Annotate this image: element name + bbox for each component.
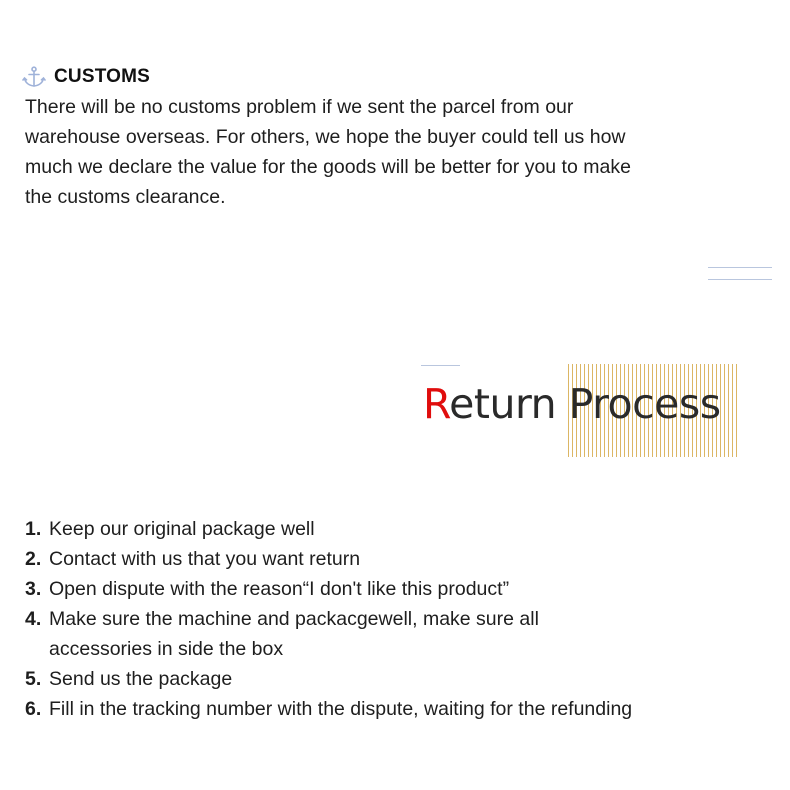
step-number: 1. (25, 518, 42, 540)
step-text: Keep our original package well (49, 518, 315, 540)
step-item (25, 604, 785, 634)
step-item (25, 664, 785, 694)
step-text: Send us the package (49, 668, 233, 690)
step-item (25, 514, 785, 544)
return-process-title (423, 380, 721, 428)
step-number: 4. (25, 608, 42, 630)
step-item (25, 694, 785, 724)
step-number: 6. (25, 698, 42, 720)
customs-title: CUSTOMS (54, 66, 151, 87)
customs-paragraph (25, 92, 785, 212)
return-title-accent-letter: R (423, 380, 450, 428)
customs-text-line: There will be no customs problem if we sent the parcel from our (25, 96, 574, 118)
step-item (25, 574, 785, 604)
customs-heading (22, 66, 150, 88)
customs-text-line: much we declare the value for the goods will be better for you to make (25, 156, 631, 178)
step-text: Open dispute with the reason“I don't like this product” (49, 578, 510, 600)
customs-text-line: the customs clearance. (25, 186, 226, 208)
step-item (25, 544, 785, 574)
customs-text-line: warehouse overseas. For others, we hope the buyer could tell us how (25, 126, 626, 148)
step-number: 5. (25, 668, 42, 690)
decorative-double-rule (708, 267, 772, 281)
step-text: Fill in the tracking number with the dispute, waiting for the refunding (49, 698, 633, 720)
step-number: 3. (25, 578, 42, 600)
anchor-icon (22, 66, 46, 88)
decorative-rule (421, 365, 460, 366)
step-text-continuation: accessories in side the box (49, 638, 284, 660)
return-title-rest: eturn Process (449, 380, 721, 428)
step-text: Make sure the machine and packacgewell, make sure all (49, 608, 539, 630)
step-number: 2. (25, 548, 42, 570)
return-steps-list (25, 514, 785, 724)
step-text: Contact with us that you want return (49, 548, 361, 570)
